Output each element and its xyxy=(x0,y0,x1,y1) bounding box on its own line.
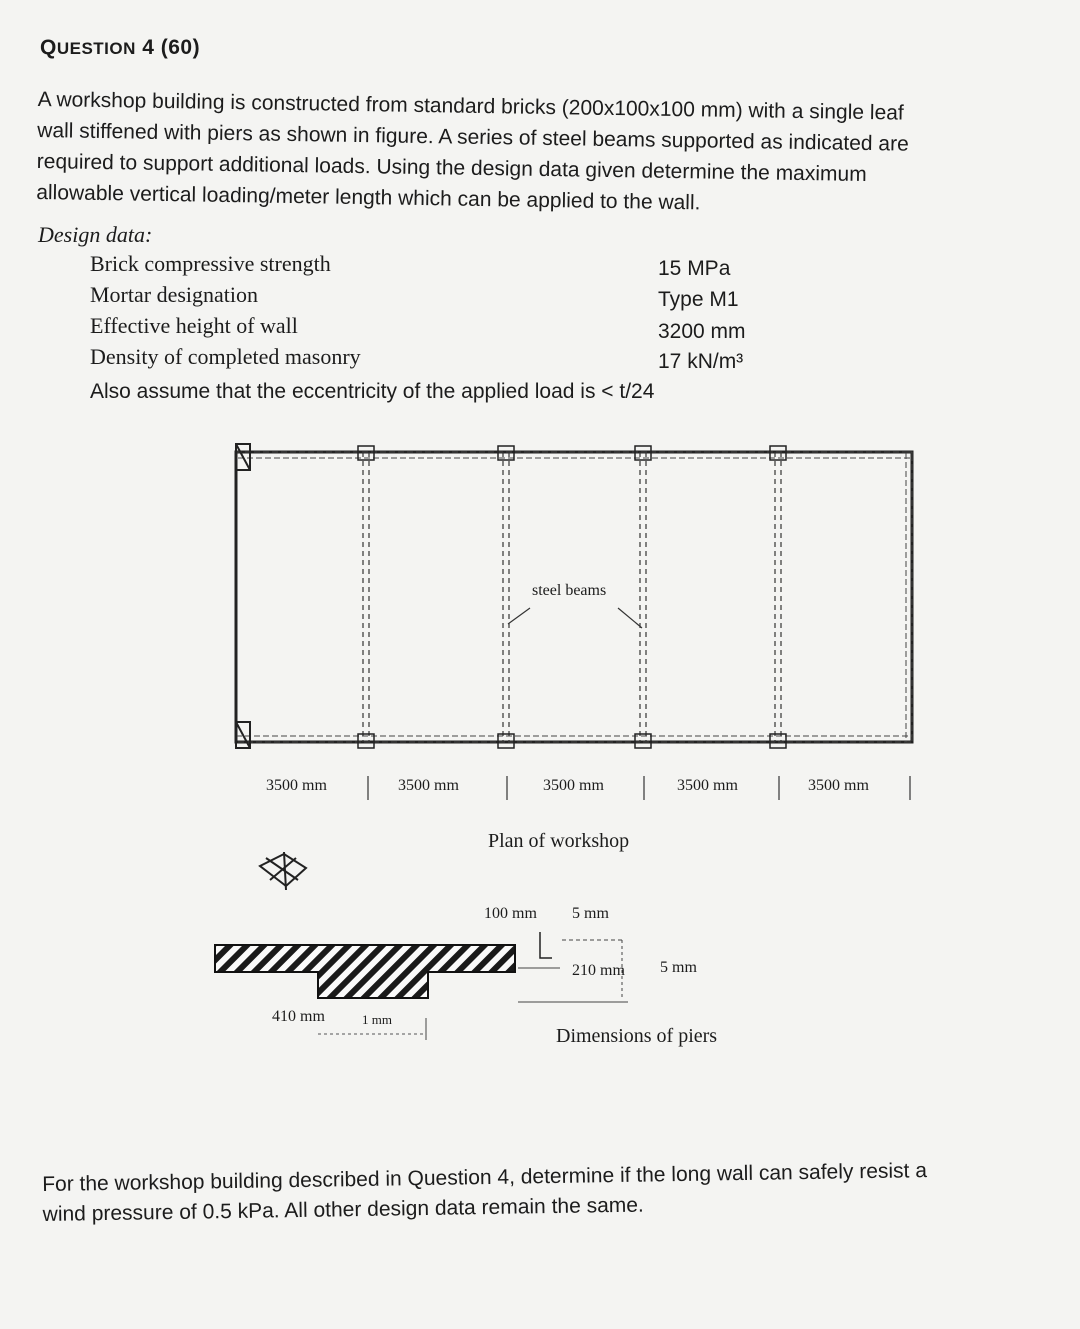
design-label-effective-height: Effective height of wall xyxy=(90,313,298,338)
design-value-mortar: Type M1 xyxy=(658,288,739,311)
design-label-density: Density of completed masonry xyxy=(90,344,361,369)
question-title: QUESTION 4 (60) xyxy=(40,36,201,59)
span-dimension: 3500 mm xyxy=(808,777,869,794)
follow-up-line: wind pressure of 0.5 kPa. All other design data remain the same. xyxy=(42,1193,644,1226)
design-value-effective-height: 3200 mm xyxy=(658,320,746,343)
eccentricity-assumption: Also assume that the eccentricity of the applied load is < t/24 xyxy=(90,380,655,403)
steel-beams-label: steel beams xyxy=(532,582,607,599)
pier-dim-right: 5 mm xyxy=(660,959,697,976)
span-dimension: 3500 mm xyxy=(266,777,327,794)
follow-up-line: For the workshop building described in Question 4, determine if the long wall can safely resist a xyxy=(42,1159,928,1196)
pier-caption: Dimensions of piers xyxy=(556,1025,718,1047)
pier-hatched-section xyxy=(215,945,515,998)
intro-line: A workshop building is constructed from standard bricks (200x100x100 mm) with a single leaf xyxy=(37,87,904,125)
span-dimension: 3500 mm xyxy=(543,777,604,794)
span-dimension: 3500 mm xyxy=(398,777,459,794)
corner-pier-top-left xyxy=(236,444,250,470)
corner-pier-bottom-left xyxy=(236,722,250,748)
pier-dim-bottom-right: 1 mm xyxy=(362,1012,392,1027)
span-dimension: 3500 mm xyxy=(677,777,738,794)
beam-leader-left xyxy=(508,608,530,624)
intro-line: wall stiffened with piers as shown in figure. A series of steel beams supported as indicated are xyxy=(37,118,909,156)
design-value-density: 17 kN/m³ xyxy=(658,350,744,373)
intro-line: allowable vertical loading/meter length which can be applied to the wall. xyxy=(36,180,701,215)
intro-line: required to support additional loads. Using the design data given determine the maximum xyxy=(36,149,867,187)
design-label-brick-strength: Brick compressive strength xyxy=(90,251,331,276)
pier-dim-bottom-left: 410 mm xyxy=(272,1008,325,1025)
workshop-plan xyxy=(236,444,912,800)
pier-dim-depth: 210 mm xyxy=(572,962,625,979)
pier-dim-top-left: 100 mm xyxy=(484,905,537,922)
design-value-brick-strength: 15 MPa xyxy=(658,257,731,280)
compass-icon xyxy=(260,852,306,890)
pier-dim-top-right: 5 mm xyxy=(572,905,609,922)
design-data-heading: Design data: xyxy=(38,222,153,247)
design-label-mortar: Mortar designation xyxy=(90,282,259,307)
pier-step-marker xyxy=(540,932,552,958)
beam-leader-right xyxy=(618,608,642,628)
plan-caption: Plan of workshop xyxy=(488,830,630,852)
